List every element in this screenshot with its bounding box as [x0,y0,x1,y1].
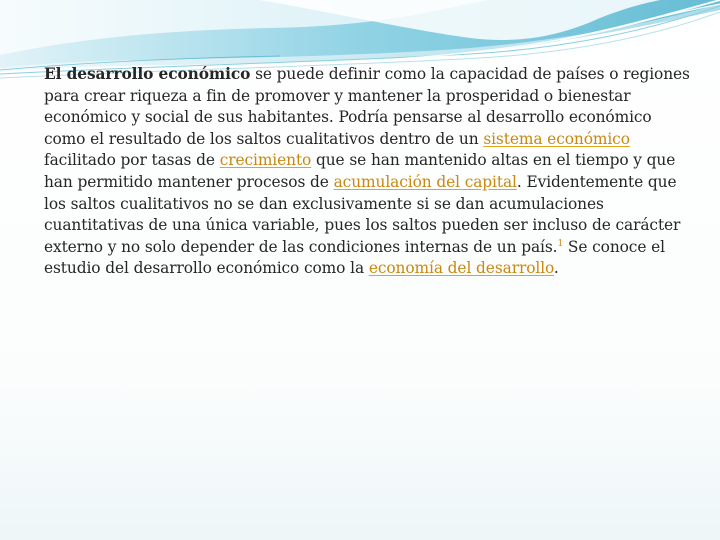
paragraph-text-6: . [553,259,559,278]
footnote-reference[interactable]: 1 [557,238,564,249]
link-sistema-economico[interactable]: sistema económico [483,129,630,148]
paragraph-text-4: . Evidentemente que los saltos cualitativos no se dan exclusivamente si se dan acumulaciones cuantitativas de una única variable, pues los saltos pueden ser incluso de carácter externo y no solo depender de las condiciones internas de un país. [44,172,681,256]
paragraph-text-3: que se han mantenido altas en el tiempo y que han permitido mantener procesos de [44,151,676,191]
paragraph-text-1: se puede definir como la capacidad de países o regiones para crear riqueza a fin de promover y mantener la prosperidad o bienestar económico y social de sus habitantes. Podría pensarse al desarrollo económico como el resultado de los saltos cualitativos dentro de un [44,65,690,148]
term-desarrollo-economico: El desarrollo económico [44,65,251,83]
paragraph-text-5: Se conoce el estudio del desarrollo económico como la [44,237,665,278]
body-paragraph [44,64,692,280]
link-acumulacion-del-capital[interactable]: acumulación del capital [333,172,517,191]
link-crecimiento[interactable]: crecimiento [219,151,312,170]
link-economia-del-desarrollo[interactable]: economía del desarrollo [368,259,554,278]
paragraph-text-2: facilitado por tasas de [44,151,220,170]
